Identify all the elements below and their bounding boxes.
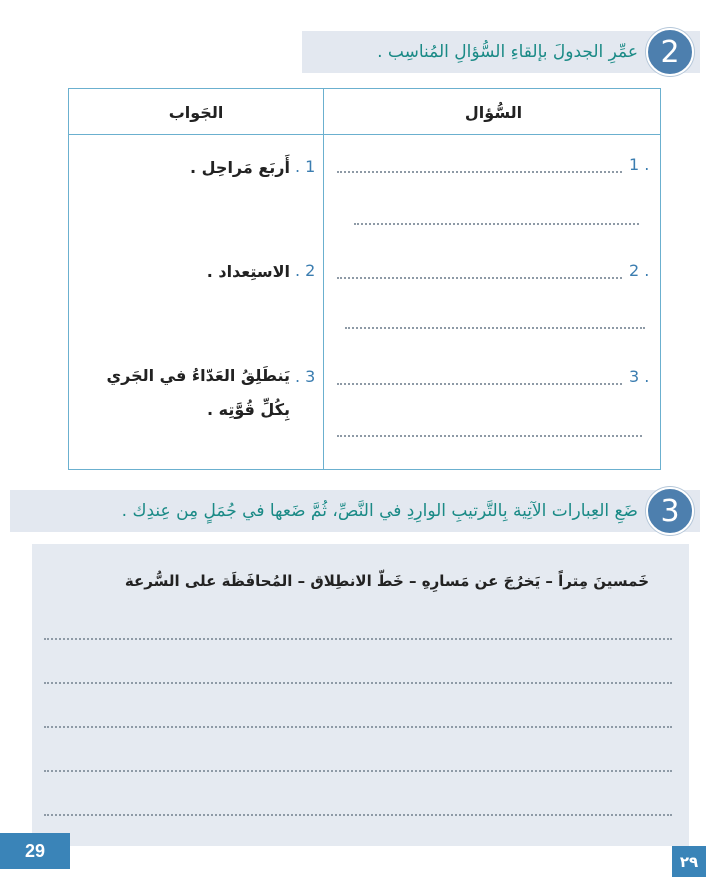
writing-line-5[interactable] xyxy=(44,814,672,816)
question-2-writing-line-1[interactable] xyxy=(337,277,622,279)
question-3-writing-line-1[interactable] xyxy=(337,383,622,385)
question-1-writing-line-2[interactable] xyxy=(354,223,639,225)
writing-line-2[interactable] xyxy=(44,682,672,684)
question-2-writing-line-2[interactable] xyxy=(345,327,645,329)
question-column-header: السُّؤال xyxy=(464,102,523,122)
answer-2-text: الاستِعداد . xyxy=(206,262,290,281)
writing-line-1[interactable] xyxy=(44,638,672,640)
answer-1-text: أَربَع مَراحِل . xyxy=(189,158,290,177)
answer-3-text: يَنطَلِقُ العَدّاءُ في الجَري بِكُلِّ قُوَّتِه . xyxy=(106,366,290,419)
answer-column-header: الجَواب xyxy=(168,102,224,122)
exercise-2-header xyxy=(302,31,700,73)
table-column-divider xyxy=(323,89,324,469)
page-number-latin: 29 xyxy=(0,833,70,869)
answer-number-2: . 2 xyxy=(295,261,316,280)
page-number-arabic: ٢٩ xyxy=(672,846,706,877)
question-number-3: 3 . xyxy=(629,367,650,386)
answer-number-3: . 3 xyxy=(295,367,316,386)
writing-line-4[interactable] xyxy=(44,770,672,772)
writing-line-3[interactable] xyxy=(44,726,672,728)
exercise-2-instruction: عمِّرِ الجدولَ بإلقاءِ السُّؤالِ المُناسِب . xyxy=(377,42,638,62)
exercise-3-instruction: ضَعِ العِبارات الآتِية بِالتَّرتيبِ الوارِدِ في النَّصِّ، ثُمَّ ضَعها في جُمَلٍ مِن عِندِك . xyxy=(121,501,638,521)
answer-number-1: . 1 xyxy=(295,157,316,176)
phrases-list: خَمسينَ مِتراً – يَخرُجَ عن مَسارِهِ – خَطّ الانطِلاق – المُحافَظَة على السُّرعة xyxy=(124,572,649,590)
exercise-3-box xyxy=(32,544,689,846)
exercise-3-number-badge: 3 xyxy=(646,487,694,535)
question-answer-table xyxy=(68,88,661,470)
exercise-2-number-badge: 2 xyxy=(646,28,694,76)
question-3-writing-line-2[interactable] xyxy=(337,435,642,437)
question-1-writing-line-1[interactable] xyxy=(337,171,622,173)
exercise-3-header xyxy=(10,490,700,532)
question-number-2: 2 . xyxy=(629,261,650,280)
question-number-1: 1 . xyxy=(629,155,650,174)
